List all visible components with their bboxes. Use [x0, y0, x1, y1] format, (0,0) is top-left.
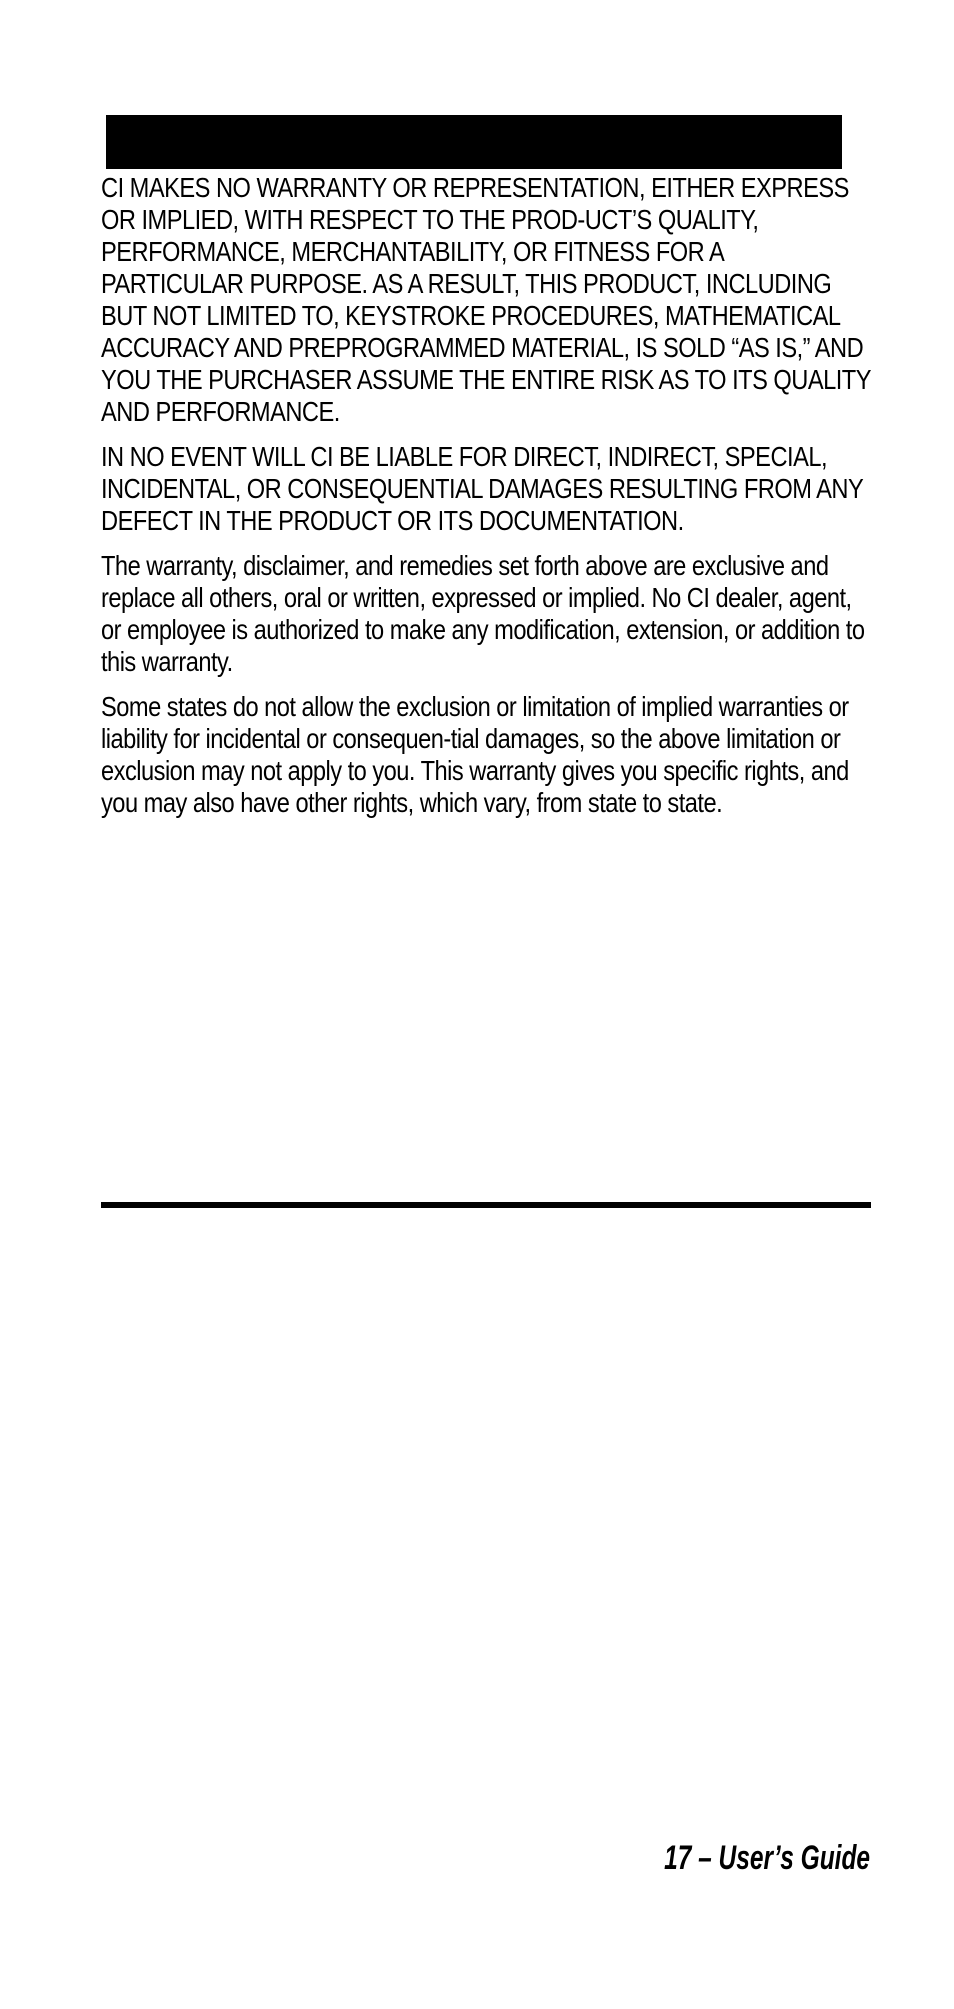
- section-title-bar: [106, 115, 842, 169]
- state-rights-paragraph: Some states do not allow the exclusion or limitation of implied warranties or liability for incidental or consequen-tial damages, so the above limitation or exclusion may not apply to you. This warranty gives you specific rights, and you may also have other rights, which vary, from state to state.: [101, 691, 849, 818]
- exclusivity-paragraph: The warranty, disclaimer, and remedies set forth above are exclusive and replace all others, oral or written, expressed or implied. No CI dealer, agent, or employee is authorized to make any modification, extension, or addition to this warranty.: [101, 550, 865, 677]
- warranty-text: [101, 172, 871, 832]
- section-divider: [101, 1202, 871, 1208]
- page-footer: 17 – User’s Guide: [664, 1839, 870, 1877]
- disclaimer-paragraph: CI MAKES NO WARRANTY OR REPRESENTATION, EITHER EXPRESS OR IMPLIED, WITH RESPECT TO THE PROD-UCT’S QUALITY, PERFORMANCE, MERCHANTABILITY, OR FITNESS FOR A PARTICULAR PURPOSE. AS A RESULT, THIS PRODUCT, INCLUDING BUT NOT LIMITED TO, KEYSTROKE PROCEDURES, MATHEMATICAL ACCURACY AND PREPROGRAMMED MATERIAL, IS SOLD “AS IS,” AND YOU THE PURCHASER ASSUME THE ENTIRE RISK AS TO ITS QUALITY AND PERFORMANCE.: [101, 172, 871, 427]
- liability-paragraph: IN NO EVENT WILL CI BE LIABLE FOR DIRECT, INDIRECT, SPECIAL, INCIDENTAL, OR CONSEQUENTIAL DAMAGES RESULTING FROM ANY DEFECT IN THE PRODUCT OR ITS DOCUMENTATION.: [101, 441, 863, 536]
